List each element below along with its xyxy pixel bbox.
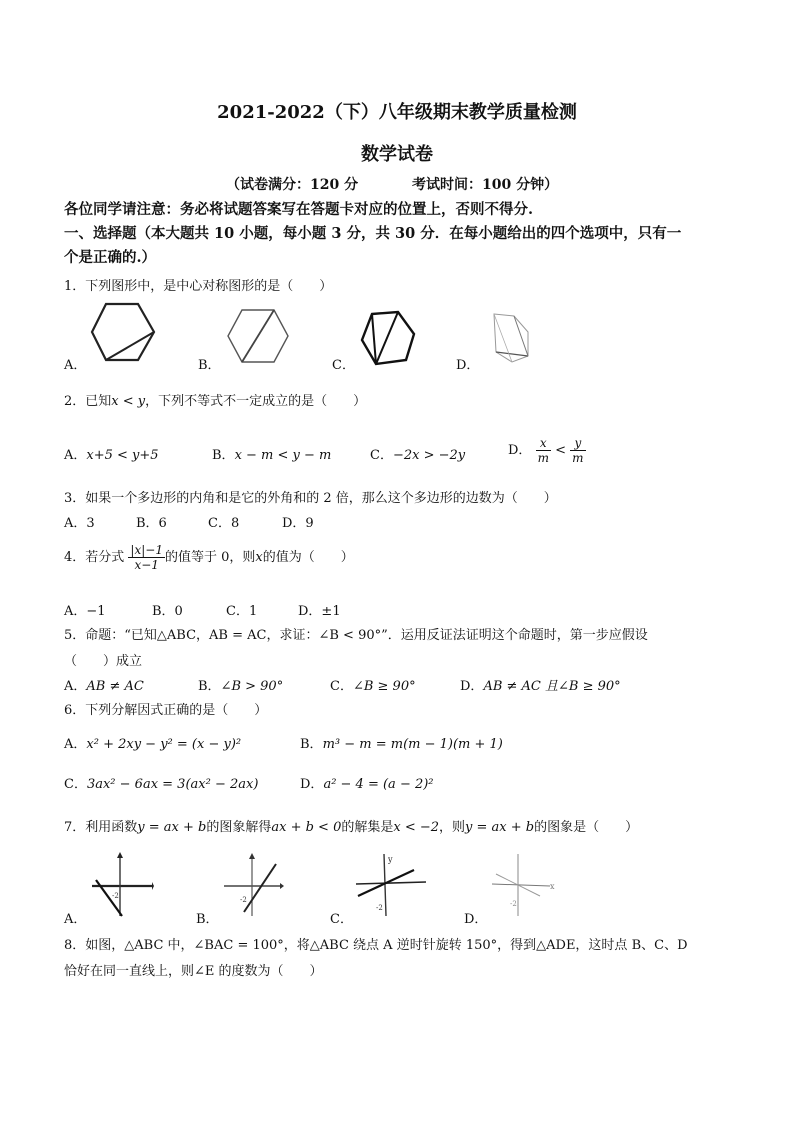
notice: 各位同学请注意：务必将试题答案写在答题卡对应的位置上，否则不得分. — [64, 201, 534, 218]
q7-inequality: ax + b < 0 — [271, 820, 342, 835]
q8-stem-line1: 8．如图，△ABC 中，∠BAC = 100°，将△ABC 绕点 A 逆时针旋转 150°，得到△ADE，这时点 B、C、D — [64, 938, 688, 953]
q5-stem-line2: （ ）成立 — [64, 654, 143, 669]
q4-option-c: C．1 — [226, 604, 258, 619]
q2-option-c — [370, 444, 465, 463]
q5-option-c: C．∠B ≥ 90° — [330, 679, 416, 694]
q2-stem — [64, 390, 366, 409]
q7-stem: 7．利用函数y = ax + b的图象解得ax + b < 0的解集是x < −2，则y = ax + b的图象是（ ） — [64, 820, 639, 835]
q7-solution: x < −2 — [393, 820, 440, 835]
q6-option-d: D．a² − 4 = (a − 2)² — [300, 777, 434, 792]
svg-text:y: y — [388, 855, 393, 864]
q2-option-c-label: C． — [370, 448, 393, 463]
q2-condition: x < y — [111, 394, 146, 409]
q7-graph-b — [222, 852, 286, 918]
q4-stem-suffix: 的值为（ ） — [262, 550, 354, 565]
time-info: 考试时间：100 分钟） — [412, 177, 559, 193]
score-info: （试卷满分：120 分 — [226, 177, 359, 193]
q1-figure-c — [358, 310, 418, 366]
q2-option-d: D． $\frac{x}{m}$ < $\frac{y}{m}$ — [508, 436, 584, 465]
q7-function-2: y = ax + b — [465, 820, 535, 835]
q7-graph-a — [90, 852, 154, 918]
q2-option-b-label: B． — [212, 448, 235, 463]
exam-title: 2021-2022（下）八年级期末教学质量检测 — [217, 102, 577, 123]
svg-text:x: x — [550, 882, 555, 891]
q1-option-a-label: A． — [64, 358, 87, 373]
q2-option-b — [212, 444, 331, 463]
q2-option-c-expr: −2x > −2y — [392, 448, 466, 463]
q8-stem-line2: 恰好在同一直线上，则∠E 的度数为（ ） — [64, 964, 323, 979]
q7-graph-c — [354, 852, 430, 918]
q5-option-d: D．AB ≠ AC 且∠B ≥ 90° — [460, 679, 621, 694]
svg-text:-2: -2 — [510, 900, 517, 908]
q3-option-d: D．9 — [282, 516, 314, 531]
subject-title: 数学试卷 — [361, 144, 433, 165]
q4-stem-prefix: 4．若分式 — [64, 550, 125, 565]
q1-option-c-label: C． — [332, 358, 355, 373]
q3-option-c: C．8 — [208, 516, 240, 531]
q4-variable: x — [255, 550, 263, 565]
q6-option-b: B．m³ − m = m(m − 1)(m + 1) — [300, 737, 503, 752]
q3-option-b: B．6 — [136, 516, 167, 531]
q6-stem: 6．下列分解因式正确的是（ ） — [64, 703, 268, 718]
q1-figure-a — [88, 302, 158, 364]
q7-option-c-label: C． — [330, 912, 353, 927]
svg-text:-2: -2 — [376, 904, 383, 912]
q2-stem-suffix: ，下列不等式不一定成立的是（ ） — [145, 394, 367, 409]
q4-stem — [64, 543, 354, 572]
section-heading-line2: 个是正确的.） — [64, 249, 157, 266]
q7-option-a-label: A． — [64, 912, 87, 927]
q2-option-a-label: A． — [64, 448, 87, 463]
q5-stem-line1: 5．命题：“已知△ABC，AB = AC，求证：∠B < 90°”．运用反证法证明这个命题时，第一步应假设 — [64, 628, 648, 643]
q7-graph-d — [488, 852, 558, 918]
q2-option-b-expr: x − m < y − m — [234, 448, 332, 463]
q2-option-a — [64, 444, 159, 463]
q3-option-a: A．3 — [64, 516, 95, 531]
svg-text:-2: -2 — [112, 892, 119, 900]
q4-option-a: A．−1 — [64, 604, 106, 619]
q5-option-b: B．∠B > 90° — [198, 679, 284, 694]
q7-option-d-label: D． — [464, 912, 488, 927]
q4-stem-mid: 的值等于 0，则 — [164, 550, 256, 565]
q6-option-c: C．3ax² − 6ax = 3(ax² − 2ax) — [64, 777, 259, 792]
q5-option-a: A．AB ≠ AC — [64, 679, 144, 694]
q1-figure-b — [226, 308, 290, 364]
q2-option-d-label: D． — [508, 443, 532, 458]
q4-option-d: D．±1 — [298, 604, 341, 619]
q7-function: y = ax + b — [137, 820, 207, 835]
q2-option-d-right-fraction: $\frac{y}{m}$ — [572, 436, 584, 465]
svg-text:-2: -2 — [240, 896, 247, 904]
q1-option-d-label: D． — [456, 358, 480, 373]
q2-option-a-expr: x+5 < y+5 — [86, 448, 159, 463]
section-heading-line1: 一、选择题（本大题共 10 小题，每小题 3 分，共 30 分．在每小题给出的四个选项中，只有一 — [64, 225, 682, 242]
q2-option-d-left-fraction: $\frac{x}{m}$ — [537, 436, 549, 465]
q6-option-a: A．x² + 2xy − y² = (x − y)² — [64, 737, 242, 752]
q1-figure-d — [488, 310, 536, 366]
q4-fraction: $\frac{|x|-1}{x-1}$ — [130, 543, 163, 572]
q1-option-b-label: B． — [198, 358, 221, 373]
q7-option-b-label: B． — [196, 912, 219, 927]
q2-stem-prefix: 2．已知 — [64, 394, 112, 409]
q4-option-b: B．0 — [152, 604, 183, 619]
q1-stem: 1．下列图形中，是中心对称图形的是（ ） — [64, 279, 333, 294]
q3-stem: 3．如果一个多边形的内角和是它的外角和的 2 倍，那么这个多边形的边数为（ ） — [64, 491, 557, 506]
